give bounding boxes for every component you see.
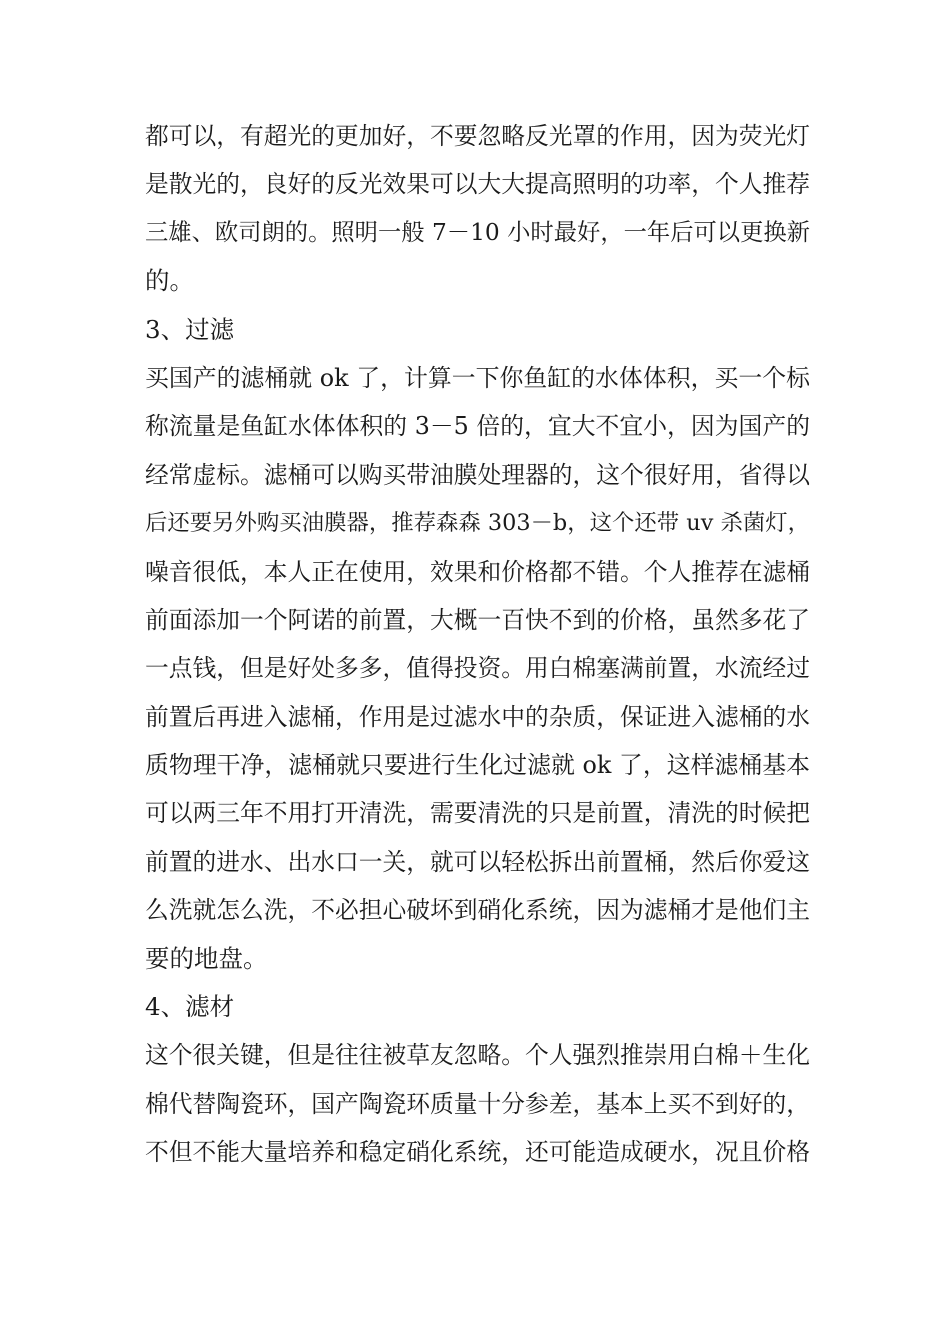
text-line: 三雄、欧司朗的。照明一般 7－10 小时最好，一年后可以更换新 xyxy=(145,218,810,246)
text-line: 经常虚标。滤桶可以购买带油膜处理器的，这个很好用，省得以 xyxy=(145,460,811,489)
section-heading-filtration: 3、过滤 xyxy=(145,314,235,344)
text-line: 可以两三年不用打开清洗，需要清洗的只是前置，清洗的时候把 xyxy=(145,799,811,828)
section-heading-filter-media: 4、滤材 xyxy=(145,992,235,1022)
text-line: 这个很关键，但是往往被草友忽略。个人强烈推崇用白棉＋生化 xyxy=(145,1041,811,1070)
text-line: 噪音很低，本人正在使用，效果和价格都不错。个人推荐在滤桶 xyxy=(145,557,811,586)
text-line: 前置的进水、出水口一关，就可以轻松拆出前置桶，然后你爱这 xyxy=(145,847,811,876)
text-line: 质物理干净，滤桶就只要进行生化过滤就 ok 了，这样滤桶基本 xyxy=(145,751,810,780)
text-line: 后还要另外购买油膜器，推荐森森 303－b，这个还带 uv 杀菌灯， xyxy=(145,510,810,537)
text-line: 棉代替陶瓷环，国产陶瓷环质量十分参差，基本上买不到好的， xyxy=(145,1089,811,1118)
text-line: 么洗就怎么洗，不必担心破坏到硝化系统，因为滤桶才是他们主 xyxy=(145,896,811,925)
text-line: 前置后再进入滤桶，作用是过滤水中的杂质，保证进入滤桶的水 xyxy=(145,702,811,731)
text-line: 是散光的，良好的反光效果可以大大提高照明的功率，个人推荐 xyxy=(145,170,811,199)
body-text xyxy=(145,112,810,1177)
text-line: 一点钱，但是好处多多，值得投资。用白棉塞满前置，水流经过 xyxy=(145,654,811,683)
text-line: 称流量是鱼缸水体体积的 3－5 倍的，宜大不宜小，因为国产的 xyxy=(145,412,810,441)
text-line: 要的地盘。 xyxy=(145,943,268,973)
text-line: 前面添加一个阿诺的前置，大概一百快不到的价格，虽然多花了 xyxy=(145,605,811,634)
text-line: 买国产的滤桶就 ok 了，计算一下你鱼缸的水体体积，买一个标 xyxy=(145,363,810,392)
text-line: 的。 xyxy=(145,266,194,296)
text-line: 不但不能大量培养和稳定硝化系统，还可能造成硬水，况且价格 xyxy=(145,1138,811,1167)
text-line: 都可以，有超光的更加好，不要忽略反光罩的作用，因为荧光灯 xyxy=(145,122,811,150)
